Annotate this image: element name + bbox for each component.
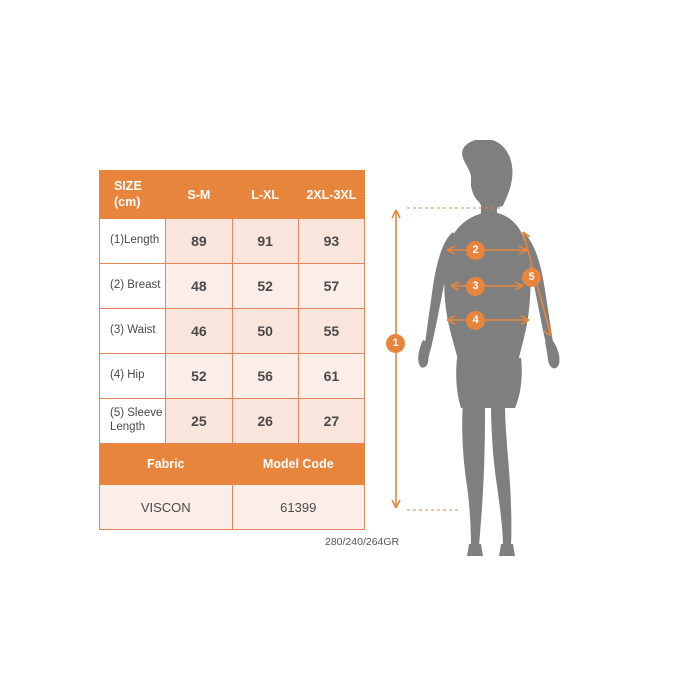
- column-header-size-line2: (cm): [114, 194, 141, 209]
- table-body: [100, 219, 365, 444]
- row-label-breast: (2) Breast: [100, 264, 166, 309]
- table-row: [100, 354, 365, 399]
- size-table: [99, 170, 365, 530]
- footer-value-fabric: VISCON: [100, 485, 233, 530]
- cell-breast-2xl3xl: 57: [298, 264, 364, 309]
- column-header-lxl: L-XL: [232, 171, 298, 219]
- row-label-sleeve-length: (5) Sleeve Length: [100, 399, 166, 444]
- marker-4: 4: [466, 311, 485, 330]
- gram-weight-note: 280/240/264GR: [325, 536, 400, 548]
- cell-waist-sm: 46: [166, 309, 232, 354]
- table-footer-value-row: [100, 485, 365, 530]
- cell-sleeve-2xl3xl: 27: [298, 399, 364, 444]
- table-row: [100, 219, 365, 264]
- table-header: [100, 171, 365, 219]
- footer-header-model-code: Model Code: [232, 444, 365, 485]
- cell-waist-lxl: 50: [232, 309, 298, 354]
- cell-length-2xl3xl: 93: [298, 219, 364, 264]
- column-header-size-line1: SIZE: [114, 178, 142, 193]
- cell-sleeve-lxl: 26: [232, 399, 298, 444]
- marker-1: 1: [386, 334, 405, 353]
- row-label-length: (1)Length: [100, 219, 166, 264]
- table-row: [100, 309, 365, 354]
- figure-illustration: [385, 140, 685, 570]
- table-row: [100, 264, 365, 309]
- row-label-waist: (3) Waist: [100, 309, 166, 354]
- cell-hip-sm: 52: [166, 354, 232, 399]
- cell-length-lxl: 91: [232, 219, 298, 264]
- footer-header-fabric: Fabric: [100, 444, 233, 485]
- row-label-hip: (4) Hip: [100, 354, 166, 399]
- table-footer: [100, 444, 365, 530]
- cell-hip-2xl3xl: 61: [298, 354, 364, 399]
- cell-sleeve-sm: 25: [166, 399, 232, 444]
- table-footer-header-row: [100, 444, 365, 485]
- female-silhouette-icon: [418, 140, 559, 556]
- marker-3: 3: [466, 277, 485, 296]
- footer-value-model-code: 61399: [232, 485, 365, 530]
- column-header-sm: S-M: [166, 171, 232, 219]
- cell-waist-2xl3xl: 55: [298, 309, 364, 354]
- cell-breast-lxl: 52: [232, 264, 298, 309]
- marker-2: 2: [466, 241, 485, 260]
- cell-hip-lxl: 56: [232, 354, 298, 399]
- table-header-row: [100, 171, 365, 219]
- marker-5: 5: [522, 268, 541, 287]
- cell-length-sm: 89: [166, 219, 232, 264]
- table-row: [100, 399, 365, 444]
- measurement-figure: [385, 140, 685, 570]
- column-header-2xl3xl: 2XL-3XL: [298, 171, 364, 219]
- column-header-size: [100, 171, 166, 219]
- cell-breast-sm: 48: [166, 264, 232, 309]
